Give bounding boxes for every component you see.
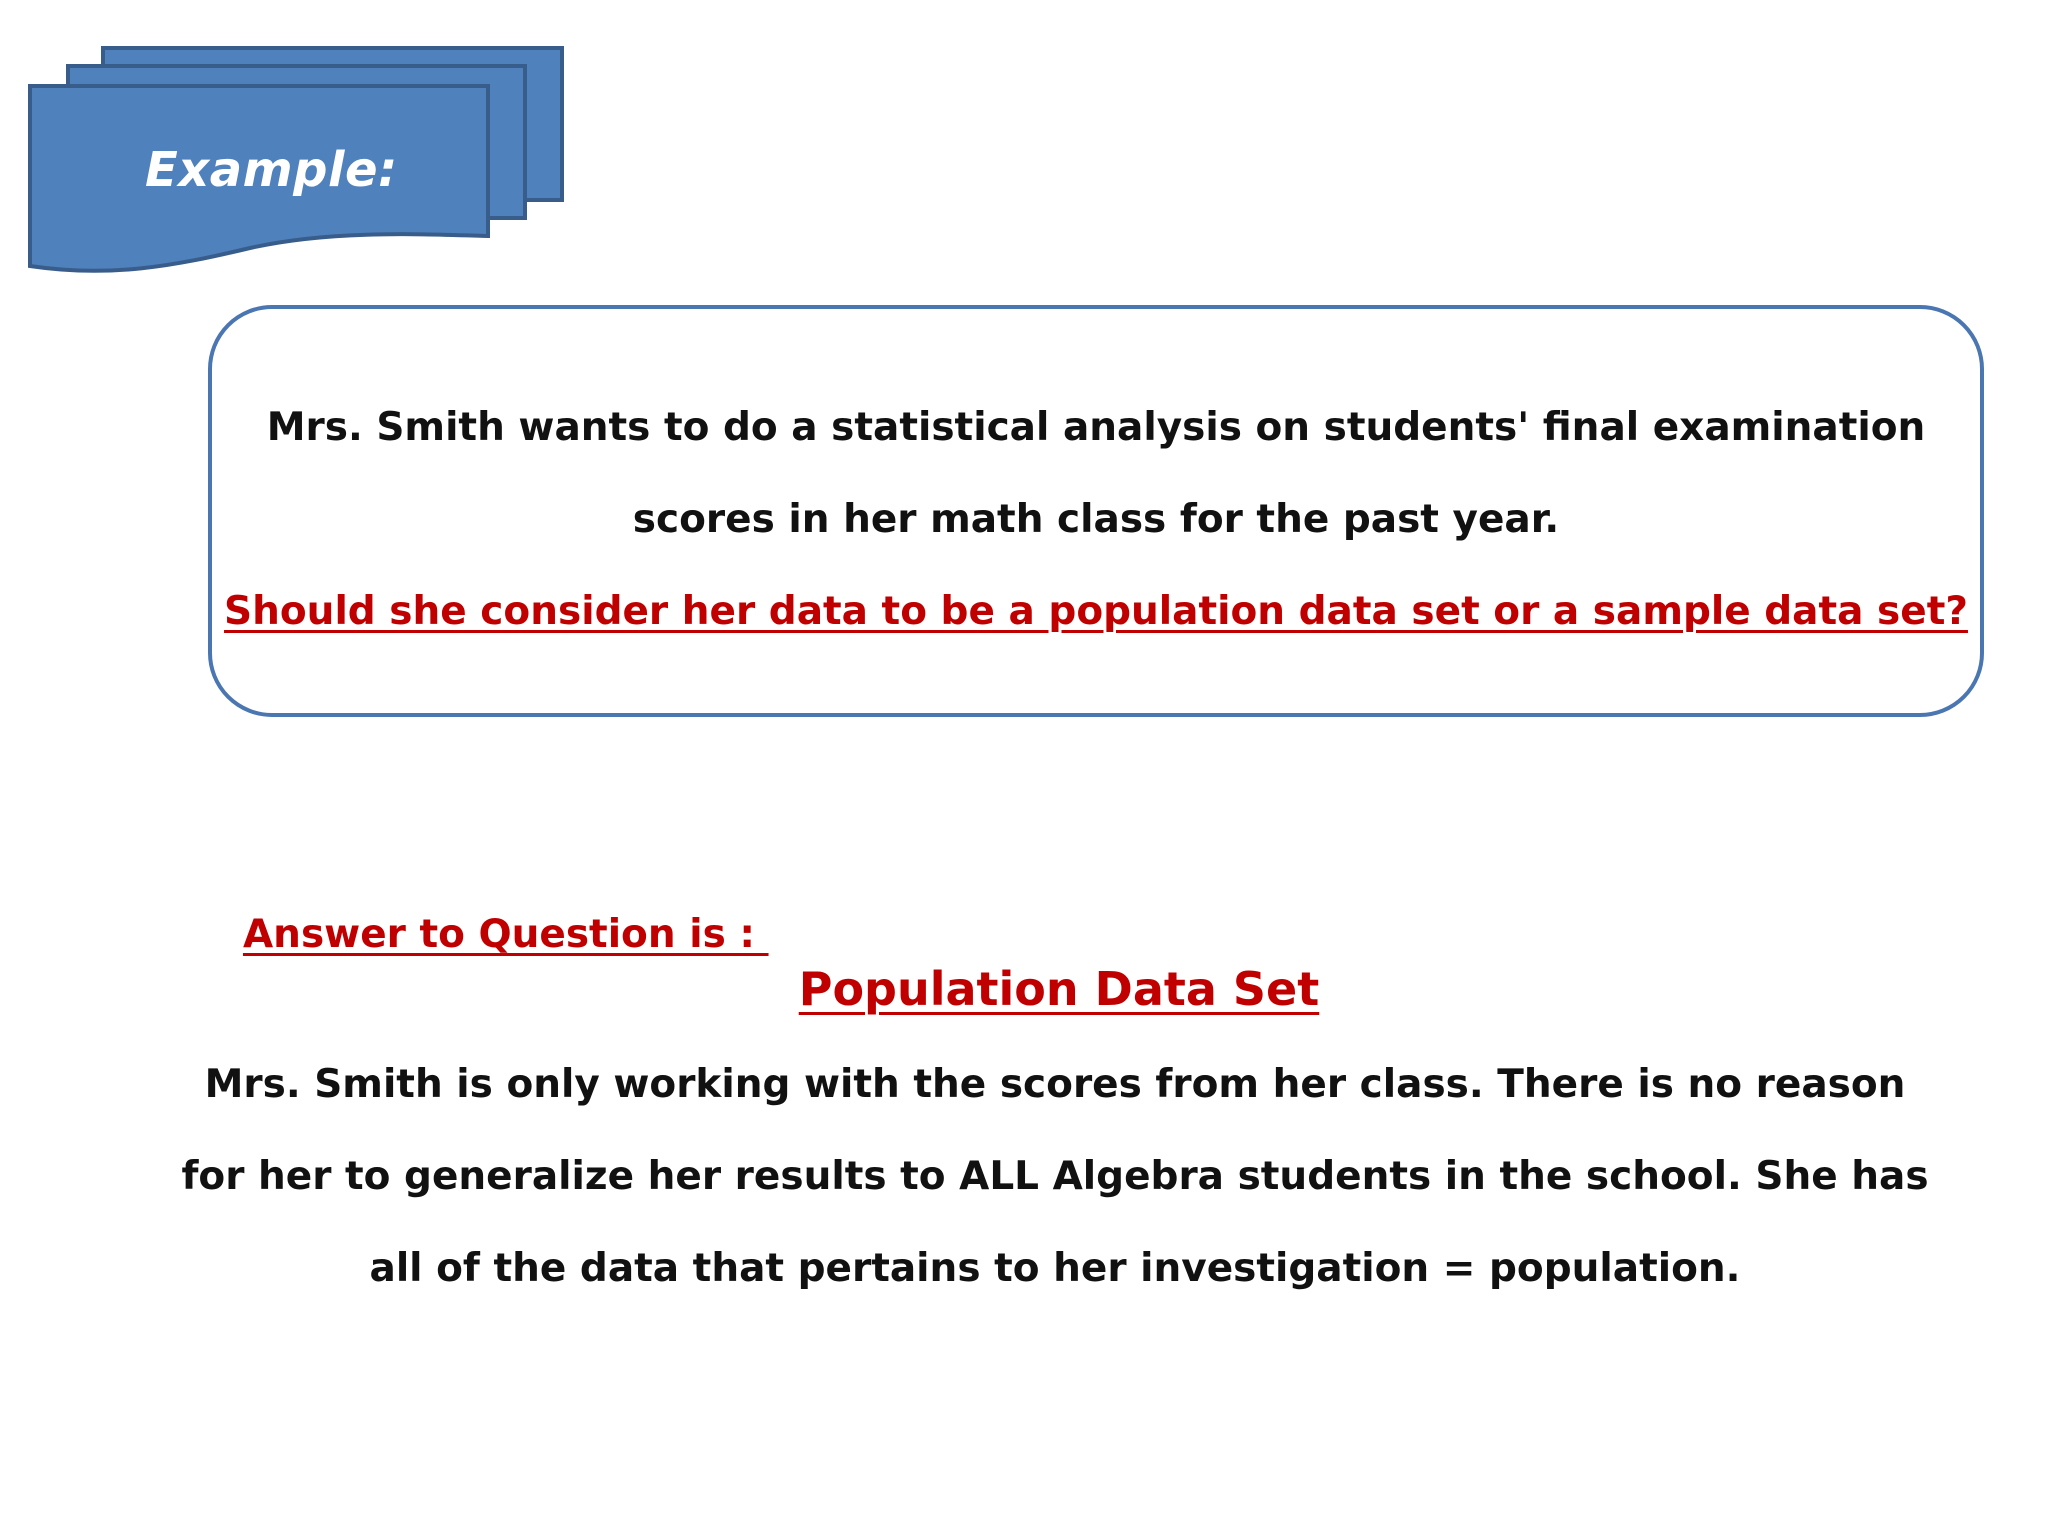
question-text-line-2: scores in her math class for the past year.: [632, 497, 1560, 542]
question-text-line-1: Mrs. Smith wants to do a statistical analysis on students' final examination: [266, 405, 1926, 450]
example-label: Example:: [145, 142, 398, 198]
example-banner: [0, 0, 600, 300]
question-prompt: Should she consider her data to be a population data set or a sample data set?: [224, 589, 1968, 634]
answer-explanation-line-3: all of the data that pertains to her investigation = population.: [369, 1246, 1741, 1291]
answer-title: Population Data Set: [798, 962, 1320, 1016]
answer-label: Answer to Question is :: [243, 912, 769, 957]
answer-explanation-line-1: Mrs. Smith is only working with the scores from her class. There is no reason: [204, 1062, 1906, 1107]
answer-explanation-line-2: for her to generalize her results to ALL Algebra students in the school. She has: [181, 1154, 1929, 1199]
question-box: [208, 305, 1984, 717]
